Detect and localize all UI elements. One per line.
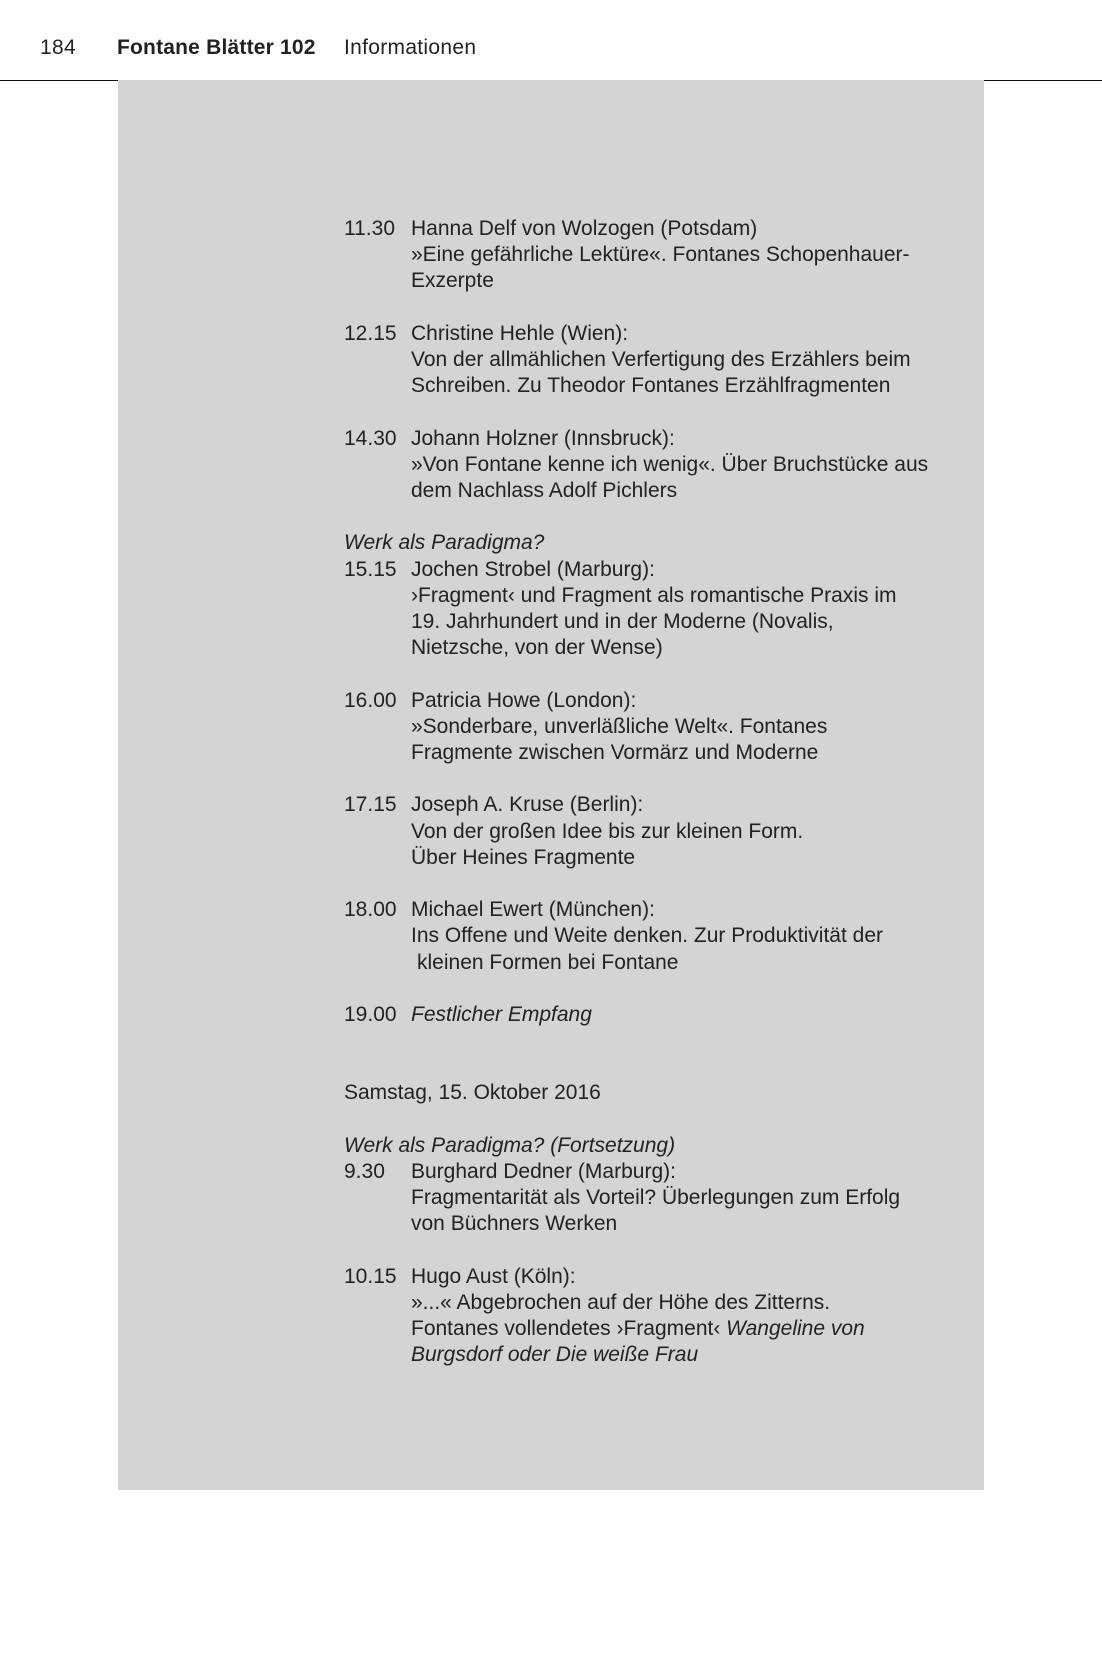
- journal-title: Fontane Blätter 102: [117, 36, 316, 59]
- entry-title-line: [411, 1316, 964, 1342]
- entry-title-line: Exzerpte: [411, 269, 494, 293]
- entry-speaker: Johann Holzner (Innsbruck):: [411, 426, 675, 450]
- program-entry: [344, 321, 964, 400]
- entry-speaker: Hanna Delf von Wolzogen (Potsdam): [411, 217, 758, 240]
- entry-title-line: Über Heines Fragmente: [411, 845, 636, 869]
- entry-speaker: Patricia Howe (London):: [411, 688, 637, 712]
- entry-title-line: »Sonderbare, unverläßliche Welt«. Fontanes: [411, 714, 828, 738]
- entry-speaker: Jochen Strobel (Marburg):: [411, 557, 655, 581]
- entry-time: 17.15: [344, 793, 397, 817]
- entry-time: 15.15: [344, 557, 397, 581]
- entry-speaker: Christine Hehle (Wien):: [411, 321, 629, 345]
- entry-title-line: von Büchners Werken: [411, 1212, 618, 1236]
- entry-title-line: Nietzsche, von der Wense): [411, 636, 663, 660]
- work-title: Wangeline von: [726, 1316, 865, 1340]
- program-entry: [344, 897, 964, 976]
- day-heading: Samstag, 15. Oktober 2016: [344, 1081, 601, 1105]
- entry-time: 11.30: [344, 217, 395, 240]
- entry-speaker: Michael Ewert (München):: [411, 898, 655, 922]
- program-entry: [344, 426, 964, 505]
- entry-event: Festlicher Empfang: [411, 1002, 592, 1026]
- running-header: [0, 0, 1102, 81]
- program-entry: [344, 688, 964, 767]
- program-entry: [344, 557, 964, 662]
- program-entry: [344, 1002, 964, 1028]
- program-entry: [344, 792, 964, 871]
- entry-title-line: »Eine gefährliche Lektüre«. Fontanes Schopenhauer-: [411, 243, 910, 267]
- entry-time: 10.15: [344, 1264, 397, 1288]
- entry-time: 12.15: [344, 321, 397, 345]
- entry-title-line: »...« Abgebrochen auf der Höhe des Zitterns.: [411, 1290, 831, 1314]
- entry-title-line: Von der allmählichen Verfertigung des Erzählers beim: [411, 348, 911, 371]
- entry-title-line: Fragmente zwischen Vormärz und Moderne: [411, 741, 819, 764]
- entry-speaker: Burghard Dedner (Marburg):: [411, 1159, 676, 1183]
- entry-title-line: 19. Jahrhundert und in der Moderne (Novalis,: [411, 610, 834, 633]
- session-heading: Werk als Paradigma? (Fortsetzung): [344, 1133, 676, 1157]
- entry-title-line: Fragmentarität als Vorteil? Überlegungen zum Erfolg: [411, 1185, 901, 1209]
- entry-speaker: Joseph A. Kruse (Berlin):: [411, 793, 644, 817]
- entry-speaker: Hugo Aust (Köln):: [411, 1264, 576, 1288]
- entry-title-line: »Von Fontane kenne ich wenig«. Über Bruchstücke aus: [411, 452, 929, 476]
- entry-time: 18.00: [344, 898, 397, 922]
- program-entry: [344, 1159, 964, 1238]
- entry-title-line: Schreiben. Zu Theodor Fontanes Erzählfragmenten: [411, 374, 891, 398]
- entry-time: 14.30: [344, 426, 397, 450]
- entry-title-line: ›Fragment‹ und Fragment als romantische Praxis im: [411, 583, 897, 607]
- entry-time: 19.00: [344, 1002, 397, 1026]
- page-number: 184: [40, 36, 76, 59]
- program-list: [344, 216, 964, 1368]
- entry-title-text: Fontanes vollendetes ›Fragment‹: [411, 1316, 727, 1340]
- entry-time: 16.00: [344, 688, 397, 712]
- program-entry: [344, 216, 964, 295]
- session-heading: Werk als Paradigma?: [344, 531, 545, 555]
- entry-time: 9.30: [344, 1159, 385, 1183]
- program-entry: [344, 1264, 964, 1369]
- entry-title-line: Ins Offene und Weite denken. Zur Produktivität der: [411, 924, 883, 948]
- entry-title-line: dem Nachlass Adolf Pichlers: [411, 479, 678, 502]
- work-title: Burgsdorf oder Die weiße Frau: [411, 1343, 699, 1367]
- section-title: Informationen: [344, 36, 477, 59]
- entry-title-line: kleinen Formen bei Fontane: [417, 950, 679, 974]
- entry-title-line: Von der großen Idee bis zur kleinen Form.: [411, 819, 804, 843]
